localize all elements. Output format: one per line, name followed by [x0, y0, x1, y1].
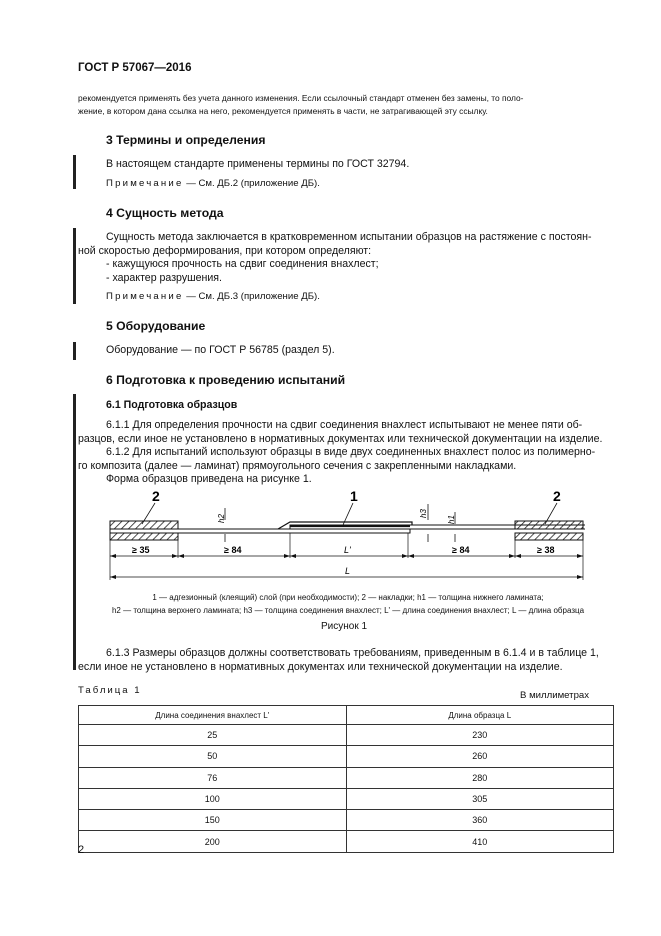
note-label: Примечание: [106, 178, 184, 189]
change-bar: [73, 342, 76, 360]
section-5-title: 5 Оборудование: [106, 319, 206, 333]
page-number: 2: [78, 844, 85, 856]
table-cell: 50: [79, 746, 347, 767]
table-cell: 200: [79, 831, 347, 852]
lower-laminate: [110, 529, 410, 533]
label-h2: h2: [217, 514, 226, 523]
table-header-length: Длина образца L: [346, 706, 614, 725]
p-6-1-3-line-1: 6.1.3 Размеры образцов должны соответствовать требованиям, приведенным в 6.1.4 и в таблице 1,: [106, 647, 599, 659]
s4-list-item-1: - кажущуюся прочность на сдвиг соединения внахлест;: [106, 258, 379, 270]
change-bar: [73, 155, 76, 189]
callout-1: 1: [350, 488, 358, 504]
p-6-1-3-line-2: если иное не установлено в нормативных документах или технической документации на изделие.: [78, 661, 563, 673]
table-label: Таблица 1: [78, 685, 142, 696]
table-row: [79, 810, 614, 831]
table-cell: 230: [346, 725, 614, 746]
intro-paragraph: [78, 92, 615, 118]
p-6-1-1-line-1: 6.1.1 Для определения прочности на сдвиг соединения внахлест испытывают не менее пяти об-: [106, 419, 583, 431]
p-6-1-1-line-2: разцов, если иное не установлено в нормативных документах или технической документации на изделие.: [78, 433, 603, 445]
s4-line-2: ной скоростью деформирования, при котором определяют:: [78, 245, 372, 257]
table-cell: 410: [346, 831, 614, 852]
section-3-title: 3 Термины и определения: [106, 133, 266, 147]
table-cell: 280: [346, 767, 614, 788]
dim-right-gap: ≥ 84: [452, 545, 470, 555]
section-3-note: [106, 178, 320, 189]
legend-line-1: 1 — адгезионный (клеящий) слой (при необходимости); 2 — накладки; h1 — толщина нижнего ламината;: [152, 593, 544, 602]
document-code: ГОСТ Р 57067—2016: [78, 62, 192, 74]
legend-line-2: h2 — толщина верхнего ламината; h3 — толщина соединения внахлест; L' — длина соединения внахлест; L — длина образца: [111, 606, 585, 615]
right-tab-bottom: [515, 533, 583, 540]
callout-2-left: 2: [152, 488, 160, 504]
note-text: — См. ДБ.2 (приложение ДБ).: [183, 178, 320, 189]
table-header-overlap: Длина соединения внахлест L': [79, 706, 347, 725]
table-cell: 305: [346, 788, 614, 809]
table-cell: 25: [79, 725, 347, 746]
section-5-text: Оборудование — по ГОСТ Р 56785 (раздел 5).: [106, 344, 335, 356]
table-cell: 150: [79, 810, 347, 831]
dim-total-length: L: [345, 566, 351, 576]
dim-right-tab: ≥ 38: [537, 545, 555, 555]
dim-left-tab: ≥ 35: [132, 545, 150, 555]
table-cell: 360: [346, 810, 614, 831]
table-cell: 76: [79, 767, 347, 788]
section-3-text: В настоящем стандарте применены термины по ГОСТ 32794.: [106, 158, 410, 170]
intro-line-1: рекомендуется применять без учета данного изменения. Если ссылочный стандарт отменен без замены, то поло-: [78, 93, 524, 103]
label-h3: h3: [419, 509, 428, 518]
specimen-drawing: [100, 486, 600, 586]
table-units: В миллиметрах: [520, 690, 590, 701]
table-row: [79, 767, 614, 788]
specimen-size-table: [78, 705, 614, 853]
p-6-1-2-line-2: го композита (далее — ламинат) прямоугольного сечения с закрепленными накладками.: [78, 460, 517, 472]
table-header-row: [79, 706, 614, 725]
s4-list-item-2: - характер разрушения.: [106, 272, 222, 284]
left-tab-bottom: [110, 533, 178, 540]
p-6-1-2-line-3: Форма образцов приведена на рисунке 1.: [106, 473, 312, 485]
p-6-1-2-line-1: 6.1.2 Для испытаний используют образцы в виде двух соединенных внахлест полос из полимерно-: [106, 446, 596, 458]
table-row: [79, 746, 614, 767]
table-cell: 260: [346, 746, 614, 767]
dim-left-gap: ≥ 84: [224, 545, 242, 555]
label-h1: h1: [447, 515, 456, 524]
section-4-note: [106, 291, 320, 302]
intro-line-2: жение, в котором дана ссылка на него, рекомендуется применять в части, не затрагивающей эту ссылку.: [78, 106, 488, 116]
note-text: — См. ДБ.3 (приложение ДБ).: [183, 291, 320, 302]
figure-caption: Рисунок 1: [321, 621, 368, 632]
table-row: [79, 725, 614, 746]
change-bar: [73, 394, 76, 670]
callout-2-right: 2: [553, 488, 561, 504]
left-tab-top: [110, 521, 178, 529]
note-label: Примечание: [106, 291, 184, 302]
change-bar: [73, 228, 76, 304]
table-cell: 100: [79, 788, 347, 809]
table-row: [79, 831, 614, 852]
section-6-title: 6 Подготовка к проведению испытаний: [106, 373, 346, 387]
dim-overlap: L': [344, 545, 351, 555]
section-4-paragraph: [78, 230, 615, 245]
table-row: [79, 788, 614, 809]
section-6-1-title: 6.1 Подготовка образцов: [106, 399, 238, 411]
section-4-title: 4 Сущность метода: [106, 206, 224, 220]
figure-legend: [78, 591, 618, 617]
s4-line-1: Сущность метода заключается в кратковременном испытании образцов на растяжение с постоян-: [106, 231, 592, 243]
